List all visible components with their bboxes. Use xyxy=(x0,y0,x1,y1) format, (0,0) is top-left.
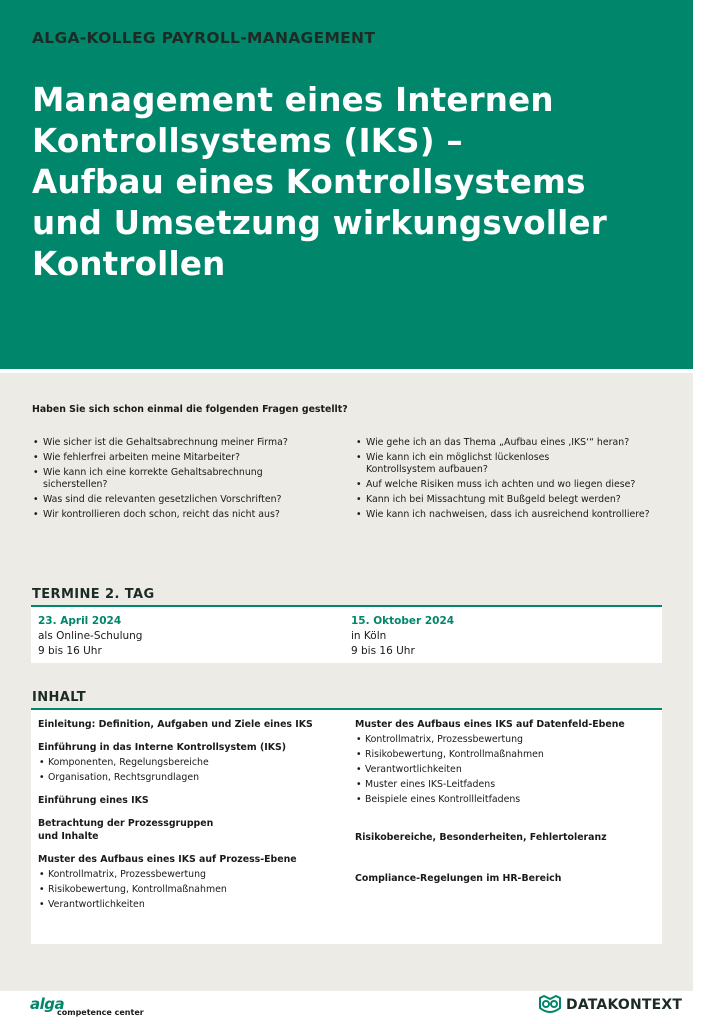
dates-box xyxy=(31,605,662,663)
title-line: Kontrollen xyxy=(32,245,226,283)
alga-logo-subtitle: competence center xyxy=(57,1008,144,1017)
content-heading: Einführung eines IKS xyxy=(38,795,149,806)
list-item: • Wie fehlerfrei arbeiten meine Mitarbeiter? xyxy=(32,452,322,464)
owl-icon xyxy=(538,995,562,1015)
list-item: • Risikobewertung, Kontrollmaßnahmen xyxy=(38,882,338,897)
content-heading: Muster des Aufbaus eines IKS auf Datenfeld-Ebene xyxy=(355,719,625,730)
list-item: • Muster eines IKS-Leitfadens xyxy=(355,777,655,792)
time: 9 bis 16 Uhr xyxy=(351,645,415,657)
list-item: • Risikobewertung, Kontrollmaßnahmen xyxy=(355,747,655,762)
inhalt-heading: INHALT xyxy=(32,690,87,705)
content-heading: Einführung in das Interne Kontrollsystem (IKS) xyxy=(38,742,287,753)
content-column-right xyxy=(355,718,655,886)
date-entry-koeln xyxy=(351,614,454,659)
content-list xyxy=(38,867,338,912)
list-item: • Auf welche Risiken muss ich achten und wo liegen diese? xyxy=(355,479,665,491)
content-heading: Muster des Aufbaus eines IKS auf Prozess-Ebene xyxy=(38,854,297,865)
question-list-left xyxy=(32,437,322,524)
title-line: Management eines Internen xyxy=(32,81,554,119)
list-item: • Was sind die relevanten gesetzlichen Vorschriften? xyxy=(32,494,322,506)
content-box xyxy=(31,708,662,944)
location: in Köln xyxy=(351,630,387,642)
time: 9 bis 16 Uhr xyxy=(38,645,102,657)
hero-banner xyxy=(0,0,693,369)
date: 23. April 2024 xyxy=(38,615,122,627)
question-list-right xyxy=(355,437,665,524)
content-list xyxy=(38,755,338,785)
list-item: • Wie kann ich eine korrekte Gehaltsabrechnung sicherstellen? xyxy=(32,467,283,491)
content-column-left xyxy=(38,718,338,921)
list-item: • Komponenten, Regelungsbereiche xyxy=(38,755,338,770)
content-heading: und Inhalte xyxy=(38,831,99,842)
alga-logo xyxy=(30,994,144,1017)
list-item: • Wie gehe ich an das Thema „Aufbau eines ‚IKS‘“ heran? xyxy=(355,437,665,449)
content-heading: Compliance-Regelungen im HR-Bereich xyxy=(355,873,562,884)
list-item: • Verantwortlichkeiten xyxy=(38,897,338,912)
date-entry-online xyxy=(38,614,142,659)
title-line: Kontrollsystems (IKS) – xyxy=(32,122,463,160)
title-line: und Umsetzung wirkungsvoller xyxy=(32,204,607,242)
list-item: • Wir kontrollieren doch schon, reicht das nicht aus? xyxy=(32,509,322,521)
location: als Online-Schulung xyxy=(38,630,143,642)
list-item: • Kontrollmatrix, Prozessbewertung xyxy=(38,867,338,882)
intro-question: Haben Sie sich schon einmal die folgenden Fragen gestellt? xyxy=(32,404,348,415)
termine-heading: TERMINE 2. TAG xyxy=(32,587,155,602)
list-item: • Beispiele eines Kontrollleitfadens xyxy=(355,792,655,807)
list-item: • Wie kann ich nachweisen, dass ich ausreichend kontrolliere? xyxy=(355,509,665,521)
content-heading: Einleitung: Definition, Aufgaben und Ziele eines IKS xyxy=(38,719,313,730)
series-label: ALGA-KOLLEG PAYROLL-MANAGEMENT xyxy=(32,29,376,47)
date: 15. Oktober 2024 xyxy=(351,615,455,627)
list-item: • Verantwortlichkeiten xyxy=(355,762,655,777)
list-item: • Kontrollmatrix, Prozessbewertung xyxy=(355,732,655,747)
list-item: • Organisation, Rechtsgrundlagen xyxy=(38,770,338,785)
title-line: Aufbau eines Kontrollsystems xyxy=(32,163,586,201)
list-item: • Kann ich bei Missachtung mit Bußgeld belegt werden? xyxy=(355,494,665,506)
content-heading: Betrachtung der Prozessgruppen xyxy=(38,818,214,829)
page-title xyxy=(32,80,672,285)
alga-logo-word: alga xyxy=(30,995,65,1013)
content-heading: Risikobereiche, Besonderheiten, Fehlertoleranz xyxy=(355,832,607,843)
list-item: • Wie kann ich ein möglichst lückenloses Kontrollsystem aufbauen? xyxy=(355,452,596,476)
list-item: • Wie sicher ist die Gehaltsabrechnung meiner Firma? xyxy=(32,437,322,449)
content-list xyxy=(355,732,655,807)
datakontext-logo xyxy=(538,995,682,1015)
datakontext-wordmark: DATAKONTEXT xyxy=(566,997,683,1013)
